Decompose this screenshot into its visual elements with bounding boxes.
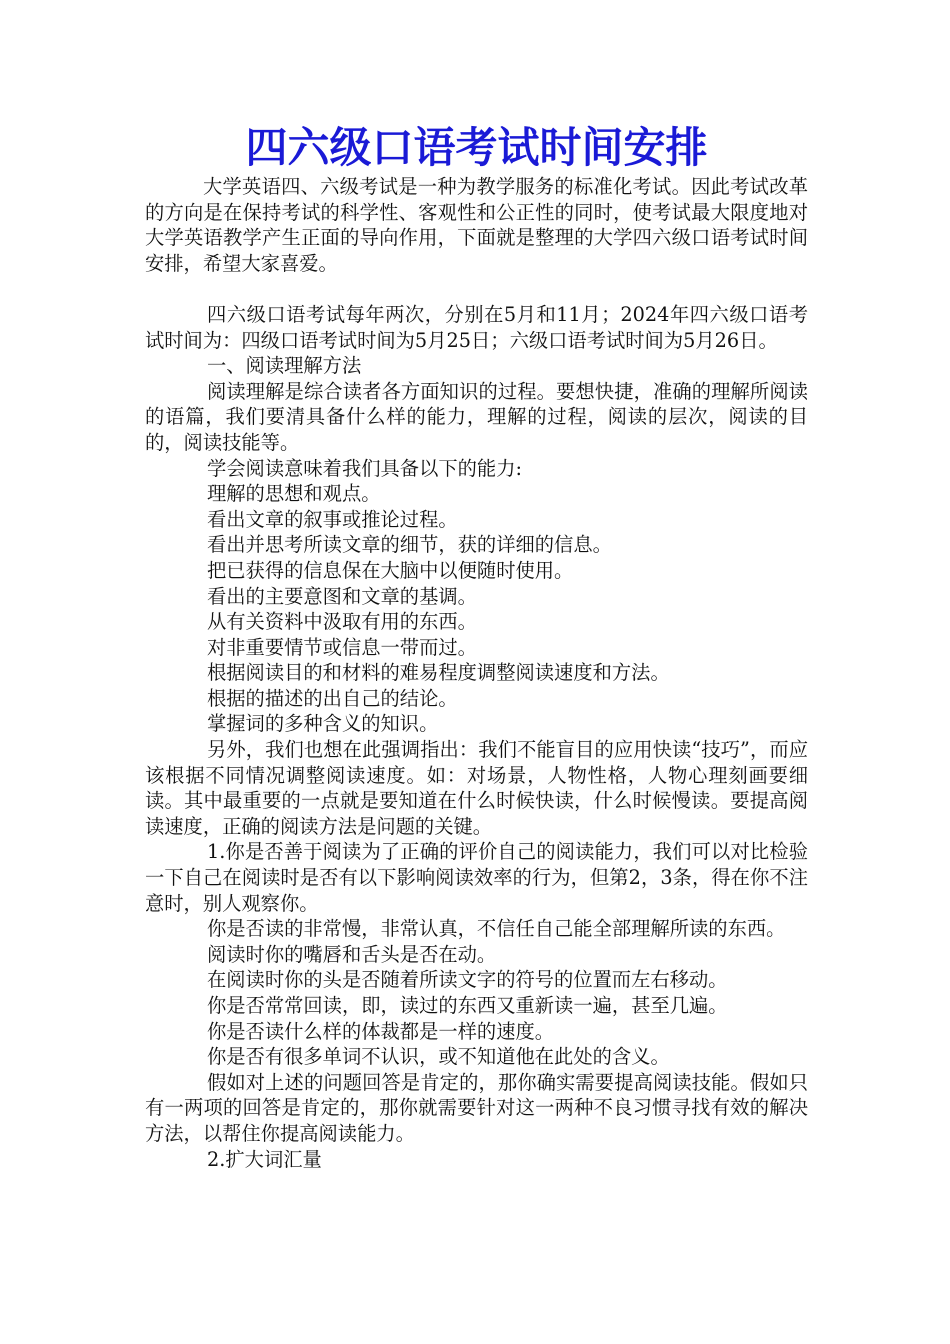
abilities-intro: 学会阅读意味着我们具备以下的能力: xyxy=(207,456,522,480)
section-heading-vocabulary: 2.扩大词汇量 xyxy=(207,1147,322,1171)
speed-advice-paragraph: 另外，我们也想在此强调指出：我们不能盲目的应用快读“技巧”，而应该根据不同情况调整阅读速度。如：对场景，人物性格，人物心理刻画要细读。其中最重要的一点就是要知道在什么时候快读，什么时候慢读。要提高阅读速度，正确的阅读方法是问题的关键。 xyxy=(145,738,808,838)
exam-schedule-paragraph: 四六级口语考试每年两次，分别在5月和11月；2024年四六级口语考试时间为：四级口语考试时间为5月25日；六级口语考试时间为5月26日。 xyxy=(145,302,808,352)
ability-item: 掌握词的多种含义的知识。 xyxy=(207,712,439,736)
ability-item: 根据的描述的出自己的结论。 xyxy=(207,686,458,710)
ability-item: 理解的思想和观点。 xyxy=(207,482,381,506)
ability-item: 看出并思考所读文章的细节，获的详细的信息。 xyxy=(207,533,612,557)
intro-paragraph: 大学英语四、六级考试是一种为教学服务的标准化考试。因此考试改革的方向是在保持考试的科学性、客观性和公正性的同时，使考试最大限度地对大学英语教学产生正面的导向作用，下面就是整理的大学四六级口语考试时间安排，希望大家喜爱。 xyxy=(145,175,808,275)
ability-item: 看出的主要意图和文章的基调。 xyxy=(207,584,477,608)
check-item: 你是否读什么样的体裁都是一样的速度。 xyxy=(207,1019,555,1043)
ability-item: 从有关资料中汲取有用的东西。 xyxy=(207,610,477,634)
check-item: 你是否常常回读，即，读过的东西又重新读一遍，甚至几遍。 xyxy=(207,994,728,1017)
ability-item: 根据阅读目的和材料的难易程度调整阅读速度和方法。 xyxy=(207,661,670,685)
document-title: 四六级口语考试时间安排 xyxy=(245,123,708,172)
self-check-paragraph: 1.你是否善于阅读为了正确的评价自己的阅读能力，我们可以对比检验一下自己在阅读时是否有以下影响阅读效率的行为，但第2，3条，得在你不注意时，别人观察你。 xyxy=(145,840,808,915)
check-item: 阅读时你的嘴唇和舌头是否在动。 xyxy=(207,942,497,966)
reading-intro-paragraph: 阅读理解是综合读者各方面知识的过程。要想快捷，准确的理解所阅读的语篇，我们要清具备什么样的能力，理解的过程，阅读的层次，阅读的目的，阅读技能等。 xyxy=(145,379,808,454)
check-item: 你是否有很多单词不认识，或不知道他在此处的含义。 xyxy=(207,1045,670,1069)
ability-item: 看出文章的叙事或推论过程。 xyxy=(207,507,458,531)
check-item: 你是否读的非常慢，非常认真，不信任自己能全部理解所读的东西。 xyxy=(207,917,786,941)
paragraph-spacer xyxy=(145,276,808,302)
section-heading-reading: 一、阅读理解方法 xyxy=(207,354,362,378)
check-item: 在阅读时你的头是否随着所读文字的符号的位置而左右移动。 xyxy=(207,968,728,992)
document-page xyxy=(145,120,808,1172)
ability-item: 对非重要情节或信息一带而过。 xyxy=(207,635,477,659)
ability-item: 把已获得的信息保在大脑中以便随时使用。 xyxy=(207,558,574,582)
conclusion-paragraph: 假如对上述的问题回答是肯定的，那你确实需要提高阅读技能。假如只有一两项的回答是肯定的，那你就需要针对这一两种不良习惯寻找有效的解决方法，以帮住你提高阅读能力。 xyxy=(145,1070,808,1145)
